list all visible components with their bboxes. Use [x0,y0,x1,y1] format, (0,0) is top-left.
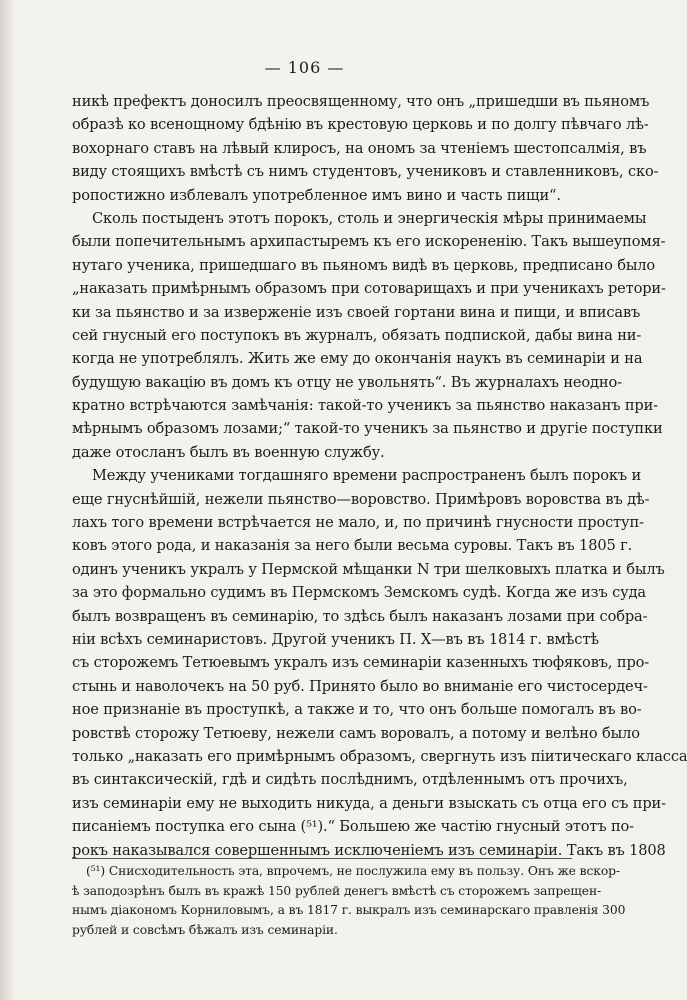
text-line: ровствѣ сторожу Тетюеву, нежели самъ воровалъ, а потому и велѣно было [72,724,640,742]
text-line: ніи всѣхъ семинаристовъ. Другой ученикъ П. Х—въ въ 1814 г. вмѣстѣ [72,630,599,648]
text-line: рокъ наказывался совершеннымъ исключеніемъ изъ семинаріи. Такъ въ 1808 [72,841,666,859]
text-line: ропостижно изблевалъ употребленное имъ вино и часть пищи“. [72,186,561,204]
text-line: кратно встрѣчаются замѣчанія: такой-то ученикъ за пьянство наказанъ при- [72,397,658,415]
text-line: ки за пьянство и за изверженіе изъ своей гортани вина и пищи, и вписавъ [72,303,641,321]
text-line: сей гнусный его поступокъ въ журналъ, обязать подпиской, дабы вина ни- [72,326,642,344]
text-line: вохорнаго ставъ на лѣвый клиросъ, на ономъ за чтеніемъ шестопсалмія, въ [72,139,647,157]
text-line: Сколь постыденъ этотъ порокъ, столь и энергическія мѣры принимаемы [92,209,647,227]
text-line: былъ возвращенъ въ семинарію, то здѣсь былъ наказанъ лозами при собра- [72,607,648,625]
text-line: образѣ ко всенощному бдѣнію въ крестовую церковь и по долгу пѣвчаго лѣ- [72,116,649,134]
text-line: будущую вакацію въ домъ къ отцу не увольнять“. Въ журналахъ неодно- [72,373,622,391]
page-number: — 106 — [264,58,345,77]
footnote-line: (⁵¹) Снисходительность эта, впрочемъ, не послужила ему въ пользу. Онъ же вскор- [86,864,620,878]
footnote-line: ѣ заподозрѣнъ былъ въ кражѣ 150 рублей денегъ вмѣстѣ съ сторожемъ запрещен- [72,883,602,898]
text-line: ковъ этого рода, и наказанія за него были весьма суровы. Такъ въ 1805 г. [72,537,633,555]
text-line: были попечительнымъ архипастыремъ къ его искорененію. Такъ вышеупомя- [72,233,666,251]
footnote-divider [72,858,572,859]
footnote [72,862,626,940]
text-line: лахъ того времени встрѣчается не мало, и, по причинѣ гнусности проступ- [72,514,644,532]
page-edge-shadow [0,0,16,1000]
text-line: „наказать примѣрнымъ образомъ при сотоварищахъ и при ученикахъ ретори- [72,280,666,298]
text-line: ное признаніе въ проступкѣ, а также и то, что онъ больше помогалъ въ во- [72,701,642,719]
text-line: еще гнуснѣйшій, нежели пьянство—воровство. Примѣровъ воровства въ дѣ- [72,490,650,508]
text-line: даже отосланъ былъ въ военную службу. [72,443,385,461]
footnote-line: нымъ діакономъ Корниловымъ, а въ 1817 г. выкралъ изъ семинарскаго правленія 300 [72,903,626,917]
text-line: Между учениками тогдашняго времени распространенъ былъ порокъ и [92,467,642,485]
footnotes [72,862,626,940]
text-line: писаніемъ поступка его сына (⁵¹).“ Большею же частію гнусный этотъ по- [72,818,634,836]
text-line: виду стоящихъ вмѣстѣ съ нимъ студентовъ, учениковъ и ставленниковъ, ско- [72,163,659,181]
footnote-line: рублей и совсѣмъ бѣжалъ изъ семинаріи. [72,922,338,937]
text-line: только „наказать его примѣрнымъ образомъ, свергнуть изъ піитическаго класса [72,747,687,765]
text-line: стынь и наволочекъ на 50 руб. Принято было во вниманіе его чистосердеч- [72,677,648,695]
text-line: мѣрнымъ образомъ лозами;“ такой-то ученикъ за пьянство и другіе поступки [72,420,663,438]
body-text [72,90,687,862]
paragraph [72,207,666,464]
text-line: когда не употреблялъ. Жить же ему до окончанія наукъ въ семинаріи и на [72,350,643,368]
text-line: никѣ префектъ доносилъ преосвященному, что онъ „пришедши въ пьяномъ [72,93,650,110]
text-line: за это формально судимъ въ Пермскомъ Земскомъ судѣ. Когда же изъ суда [72,584,646,602]
text-line: нутаго ученика, пришедшаго въ пьяномъ видѣ въ церковь, предписано было [72,256,656,274]
paragraph [72,464,687,862]
text-line: съ сторожемъ Тетюевымъ укралъ изъ семинаріи казенныхъ тюфяковъ, про- [72,654,650,672]
text-line: одинъ ученикъ укралъ у Пермской мѣщанки N три шелковыхъ платка и былъ [72,560,665,578]
text-line: въ синтаксическій, гдѣ и сидѣть послѣднимъ, отдѣленнымъ отъ прочихъ, [72,771,628,789]
paragraph [72,90,659,207]
text-line: изъ семинаріи ему не выходить никуда, а деньги взыскать съ отца его съ при- [72,794,666,812]
